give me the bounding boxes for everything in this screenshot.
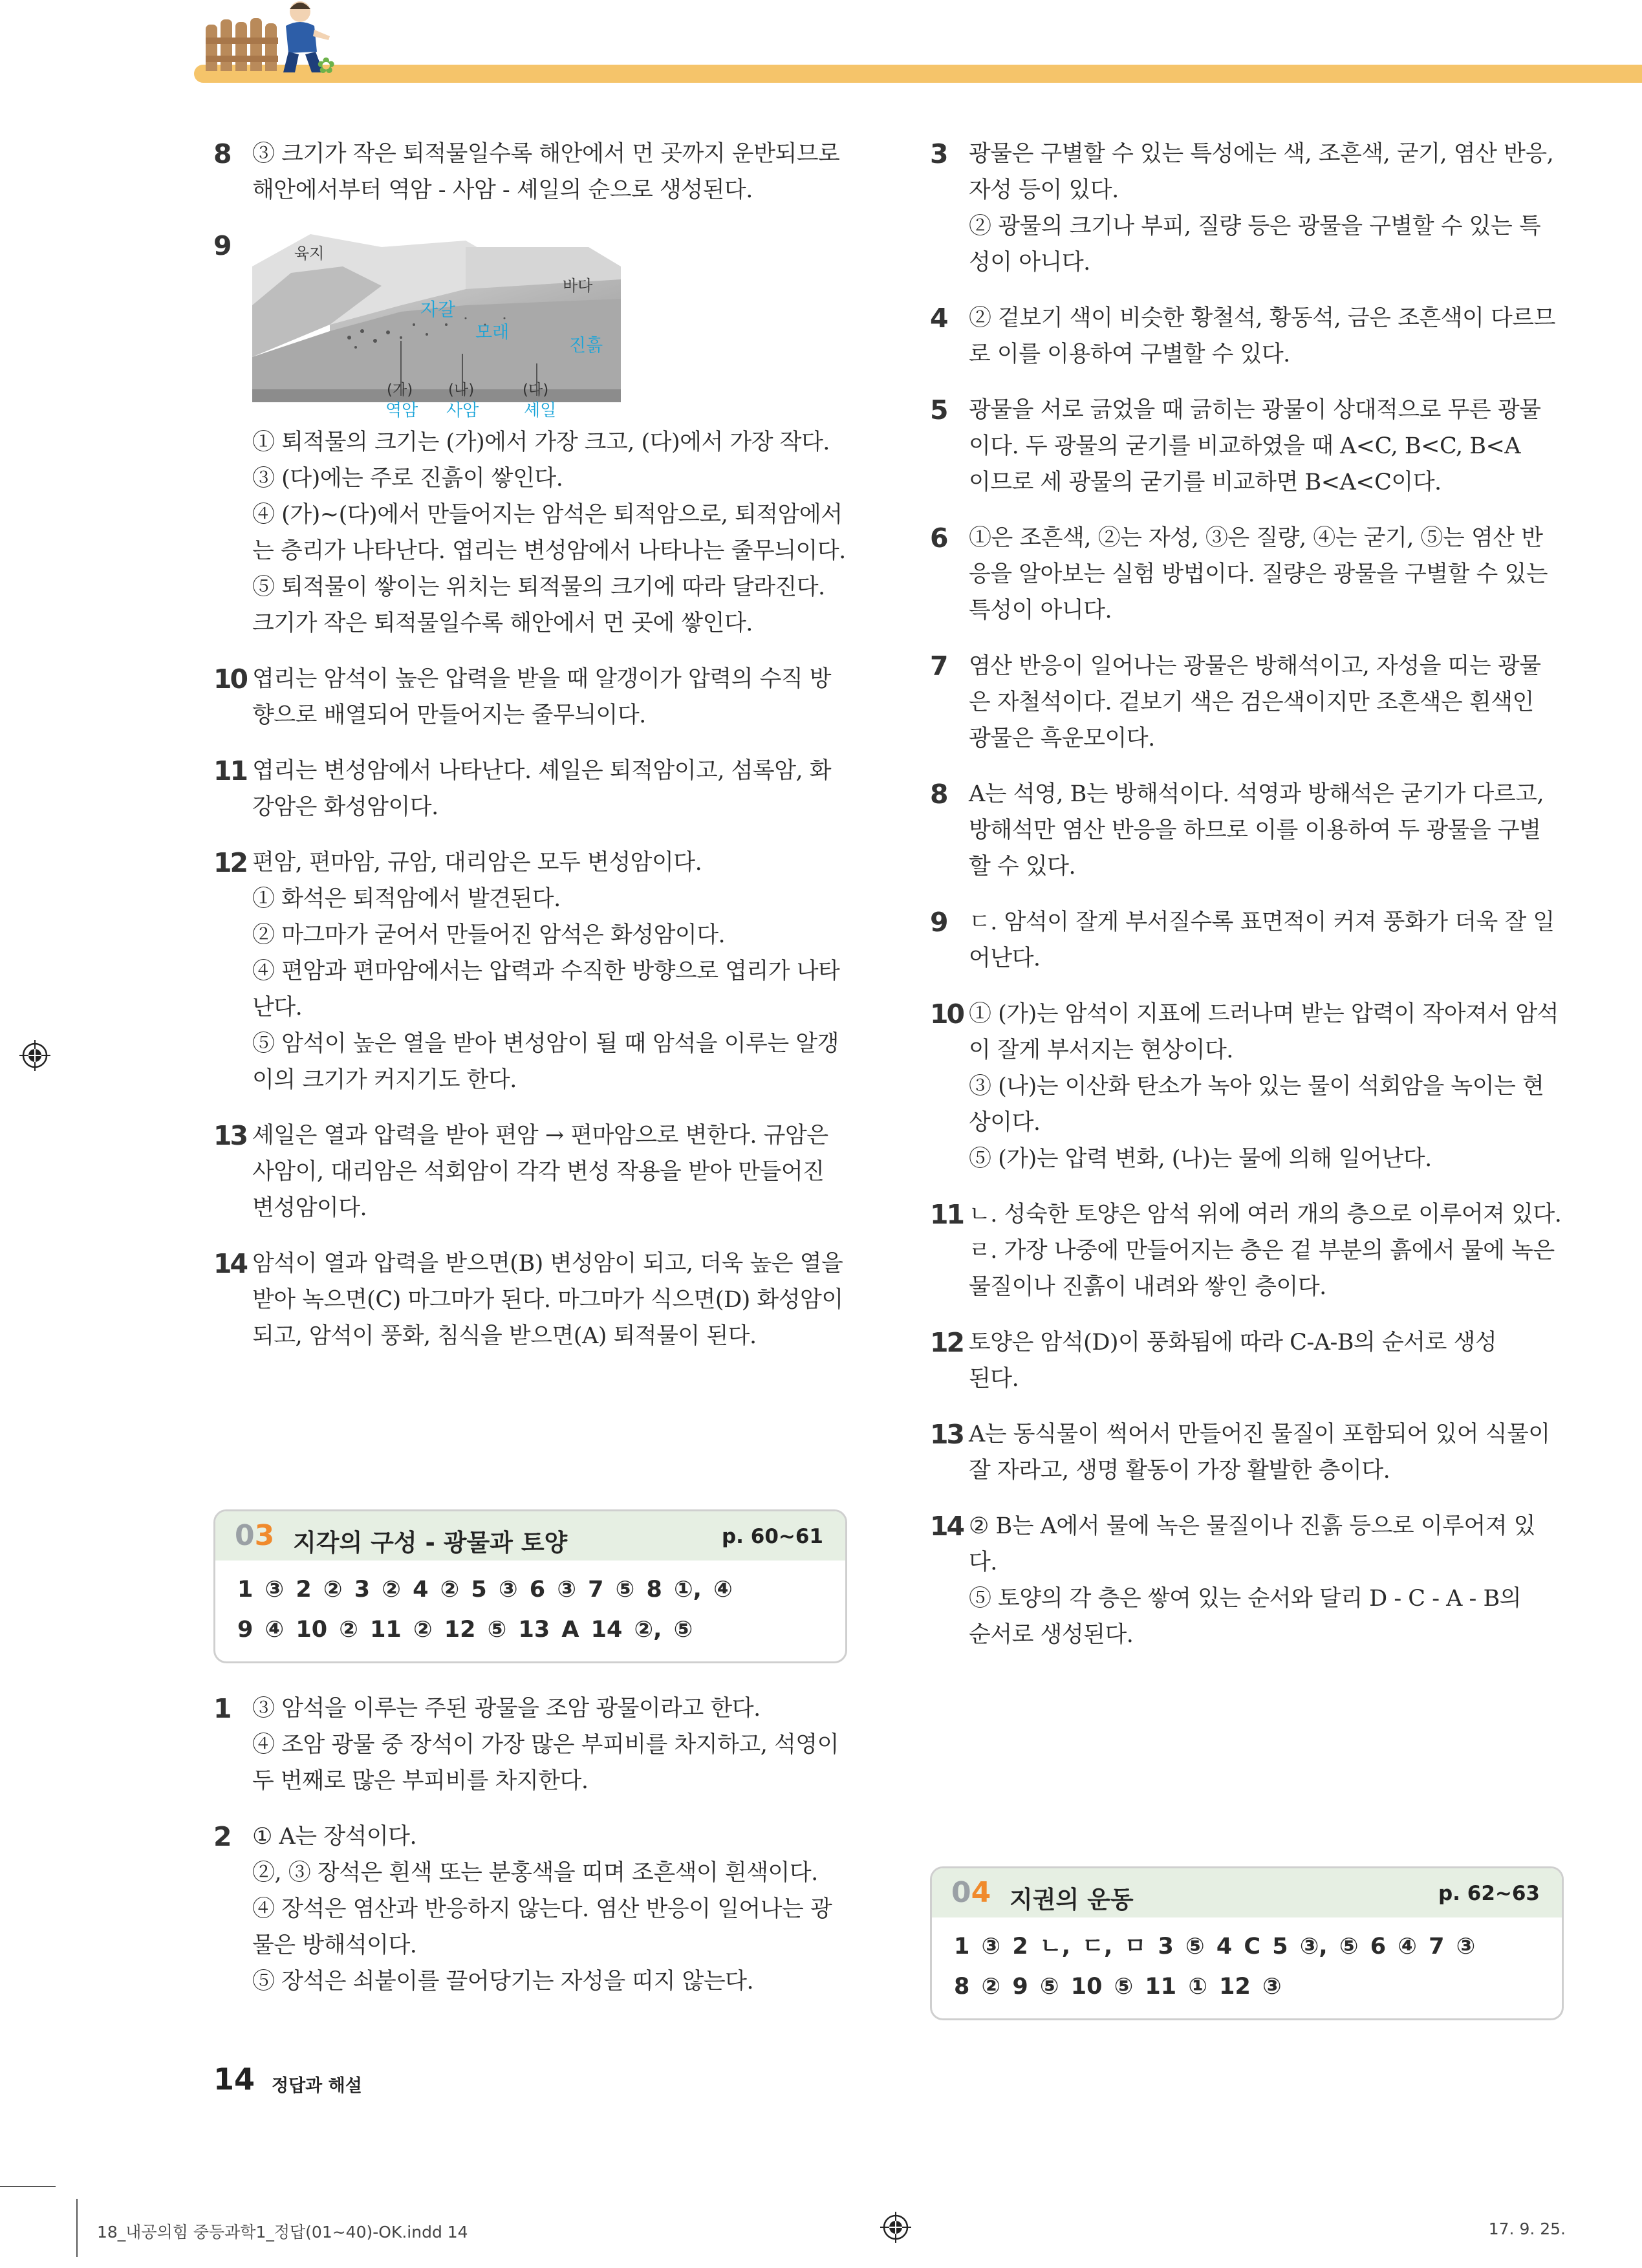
label-land: 육지: [294, 244, 325, 263]
answer-line: 잘 자라고, 생명 활동이 가장 활발한 층이다.: [969, 1458, 1390, 1484]
answer-line: ① 화석은 퇴적암에서 발견된다.: [252, 886, 561, 912]
answer-box-header: [215, 1511, 845, 1561]
answer-line: ③ (다)에는 주로 진흙이 쌓인다.: [252, 466, 563, 491]
answer-line: 향으로 배열되어 만들어지는 줄무늬이다.: [252, 702, 646, 728]
answer-7: [930, 648, 1564, 757]
answer-line: ㄹ. 가장 나중에 만들어지는 층은 겉 부분의 흙에서 물에 녹은: [969, 1238, 1555, 1264]
question-number: 9: [213, 230, 232, 261]
question-number: 12: [930, 1327, 964, 1358]
answer-line: ①은 조흔색, ②는 자성, ③은 질량, ④는 굳기, ⑤는 염산 반: [969, 525, 1543, 551]
answer-12: [213, 845, 847, 1098]
registration-mark-icon: [19, 1040, 50, 1071]
answer-line: ②, ③ 장석은 흰색 또는 분홍색을 띠며 조흔색이 흰색이다.: [252, 1860, 818, 1886]
answer-line: ① (가)는 암석이 지표에 드러나며 받는 압력이 작아져서 암석: [969, 1001, 1559, 1027]
label-mud: 진흙: [569, 336, 603, 356]
label-conglomerate: 역암: [385, 401, 418, 420]
answer-line: ② B는 A에서 물에 녹은 물질이나 진흙 등으로 이루어져 있: [969, 1513, 1536, 1539]
answer-line: 자성 등이 있다.: [969, 177, 1119, 203]
answer-line: 는 층리가 나타난다. 엽리는 변성암에서 나타나는 줄무늬이다.: [252, 538, 846, 564]
answer-line: ② 광물의 크기나 부피, 질량 등은 광물을 구별할 수 있는 특: [969, 213, 1541, 239]
answer-line: ⑤ 암석이 높은 열을 받아 변성암이 될 때 암석을 이루는 알갱: [252, 1031, 839, 1057]
answer-line: 이므로 세 광물의 굳기를 비교하면 B<A<C이다.: [969, 470, 1442, 495]
question-number: 13: [213, 1120, 247, 1151]
answer-line: 사암이, 대리암은 석회암이 각각 변성 작용을 받아 만들어진: [252, 1159, 825, 1185]
answer-line: 염산 반응이 일어나는 광물은 방해석이고, 자성을 띠는 광물: [969, 653, 1541, 679]
section-title: 지권의 운동: [1010, 1886, 1134, 1914]
answer-line: 물질이나 진흙이 내려와 쌓인 층이다.: [969, 1274, 1326, 1300]
answer-line: ③ 크기가 작은 퇴적물일수록 해안에서 먼 곳까지 운반되므로: [252, 141, 840, 167]
answer-14-minerals: [930, 1508, 1564, 1653]
answer-line: ㄴ. 성숙한 토양은 암석 위에 여러 개의 층으로 이루어져 있다.: [969, 1202, 1562, 1227]
answer-row: 1 ③ 2 ② 3 ② 4 ② 5 ③ 6 ③ 7 ⑤ 8 ①, ④: [237, 1577, 733, 1603]
section-title: 지각의 구성 - 광물과 토양: [293, 1529, 568, 1557]
answer-line: 되고, 암석이 풍화, 침식을 받으면(A) 퇴적물이 된다.: [252, 1323, 757, 1349]
answer-13-minerals: [930, 1416, 1564, 1489]
answer-line: A는 동식물이 썩어서 만들어진 물질이 포함되어 있어 식물이: [969, 1421, 1550, 1447]
print-slug-date: 17. 9. 25.: [1488, 2219, 1566, 2238]
answer-line: 받아 녹으면(C) 마그마가 된다. 마그마가 식으면(D) 화성암이: [252, 1287, 843, 1313]
answer-line: 편암, 편마암, 규암, 대리암은 모두 변성암이다.: [252, 850, 702, 876]
answer-row: 1 ③ 2 ㄴ, ㄷ, ㅁ 3 ⑤ 4 C 5 ③, ⑤ 6 ④ 7 ③: [954, 1934, 1476, 1960]
answer-line: 된다.: [969, 1366, 1019, 1392]
question-number: 4: [930, 303, 949, 334]
question-number: 8: [930, 779, 949, 810]
answer-line: 두 번째로 많은 부피비를 차지한다.: [252, 1768, 589, 1794]
label-gravel: 자갈: [420, 299, 456, 320]
footer-label: 정답과 해설: [272, 2076, 362, 2096]
answer-line: ㄷ. 암석이 잘게 부서질수록 표면적이 커져 풍화가 더욱 잘 일: [969, 909, 1555, 935]
label-c: (다): [523, 382, 549, 398]
label-shale: 셰일: [524, 401, 557, 420]
answer-line: 변성암이다.: [252, 1195, 367, 1221]
answer-14: [213, 1246, 847, 1354]
answer-line: 셰일은 열과 압력을 받아 편암 → 편마암으로 변한다. 규암은: [252, 1123, 828, 1149]
answer-line: 응을 알아보는 실험 방법이다. 질량은 광물을 구별할 수 있는: [969, 561, 1548, 587]
answer-line: 상이다.: [969, 1110, 1041, 1136]
answer-line: 할 수 있다.: [969, 854, 1076, 880]
answer-line: ⑤ (가)는 압력 변화, (나)는 물에 의해 일어난다.: [969, 1146, 1432, 1172]
print-slug-filename: 18_내공의힘 중등과학1_정답(01~40)-OK.indd 14: [97, 2223, 468, 2241]
question-number: 2: [213, 1821, 232, 1852]
answer-6: [930, 520, 1564, 629]
left-column: [213, 136, 847, 2019]
page-range: p. 62~63: [1438, 1882, 1540, 1905]
answer-line: 이다. 두 광물의 굳기를 비교하였을 때 A<C, B<C, B<A: [969, 433, 1521, 459]
answer-line: ① 퇴적물의 크기는 (가)에서 가장 크고, (다)에서 가장 작다.: [252, 429, 830, 455]
answer-line: 방해석만 염산 반응을 하므로 이를 이용하여 두 광물을 구별: [969, 817, 1541, 843]
spacer: [213, 1374, 847, 1509]
crop-mark: [0, 2186, 56, 2187]
question-number: 8: [213, 138, 232, 169]
answer-12-minerals: [930, 1324, 1564, 1397]
answer-line: 광물을 서로 긁었을 때 긁히는 광물이 상대적으로 무른 광물: [969, 397, 1541, 423]
crop-mark: [76, 2199, 78, 2257]
answer-box-header: [932, 1868, 1562, 1917]
answer-line: 이의 크기가 커지기도 한다.: [252, 1067, 517, 1093]
question-number: 10: [213, 664, 247, 695]
question-number: 9: [930, 907, 949, 938]
answer-9: [213, 228, 847, 642]
answer-10: [213, 661, 847, 733]
right-column: [930, 136, 1564, 2020]
question-number: 7: [930, 651, 949, 682]
answer-1: [213, 1690, 847, 1799]
page-number: 14: [213, 2062, 255, 2097]
answer-line: ⑤ 장석은 쇠붙이를 끌어당기는 자성을 띠지 않는다.: [252, 1969, 754, 1994]
answer-line: 성이 아니다.: [969, 250, 1090, 275]
answer-10-minerals: [930, 996, 1564, 1177]
question-number: 14: [213, 1248, 247, 1279]
answer-line: 암석이 열과 압력을 받으면(B) 변성암이 되고, 더욱 높은 열을: [252, 1251, 843, 1277]
answer-3: [930, 136, 1564, 281]
answer-row: 9 ④ 10 ② 11 ② 12 ⑤ 13 A 14 ②, ⑤: [237, 1617, 693, 1643]
answer-box-03: [213, 1509, 847, 1663]
answer-line: ⑤ 퇴적물이 쌓이는 위치는 퇴적물의 크기에 따라 달라진다.: [252, 574, 825, 600]
answer-box-04: [930, 1866, 1564, 2020]
answer-line: 난다.: [252, 995, 303, 1021]
question-number: 13: [930, 1419, 964, 1450]
answer-line: ② 마그마가 굳어서 만들어진 암석은 화성암이다.: [252, 922, 726, 948]
answer-8-minerals: [930, 776, 1564, 885]
label-sandstone: 사암: [446, 401, 479, 420]
question-number: 11: [930, 1199, 964, 1230]
section-number: 03: [235, 1519, 275, 1552]
answer-line: 순서로 생성된다.: [969, 1622, 1134, 1648]
answer-line: 엽리는 암석이 높은 압력을 받을 때 알갱이가 압력의 수직 방: [252, 666, 832, 692]
answer-line: A는 석영, B는 방해석이다. 석영과 방해석은 굳기가 다르고,: [969, 781, 1544, 807]
sediment-figure: [252, 228, 621, 422]
answer-11-minerals: [930, 1196, 1564, 1305]
answer-line: 광물은 흑운모이다.: [969, 726, 1155, 751]
answer-line: 광물은 구별할 수 있는 특성에는 색, 조흔색, 굳기, 염산 반응,: [969, 141, 1554, 167]
answer-line: 이 잘게 부서지는 현상이다.: [969, 1037, 1233, 1063]
question-number: 11: [213, 755, 247, 786]
section-number: 04: [951, 1876, 991, 1909]
answer-line: ④ 조암 광물 중 장석이 가장 많은 부피비를 차지하고, 석영이: [252, 1732, 839, 1758]
answer-line: ④ 편암과 편마암에서는 압력과 수직한 방향으로 엽리가 나타: [252, 958, 840, 984]
registration-mark-icon: [880, 2212, 911, 2243]
answer-4: [930, 300, 1564, 373]
answer-row: 8 ② 9 ⑤ 10 ⑤ 11 ① 12 ③: [954, 1974, 1282, 2000]
answer-line: 특성이 아니다.: [969, 598, 1112, 623]
answer-line: ① A는 장석이다.: [252, 1824, 417, 1850]
answer-line: 엽리는 변성암에서 나타난다. 셰일은 퇴적암이고, 섬록암, 화: [252, 758, 832, 784]
answer-9-minerals: [930, 904, 1564, 977]
sprout-icon: ✿: [317, 53, 336, 79]
label-sea: 바다: [563, 277, 593, 295]
label-a: (가): [387, 382, 413, 398]
header-accent-bar: [194, 65, 1642, 83]
answer-line: 강암은 화성암이다.: [252, 794, 438, 820]
spacer: [930, 1672, 1564, 1866]
question-number: 6: [930, 523, 949, 554]
answer-line: ⑤ 토양의 각 층은 쌓여 있는 순서와 달리 D - C - A - B의: [969, 1586, 1522, 1612]
label-b: (나): [448, 382, 475, 398]
answer-line: 은 자철석이다. 겉보기 색은 검은색이지만 조흔색은 흰색인: [969, 689, 1534, 715]
answer-line: ② 겉보기 색이 비슷한 황철석, 황동석, 금은 조흔색이 다르므: [969, 305, 1555, 331]
answer-box-body: [215, 1561, 845, 1661]
answer-line: 물은 방해석이다.: [252, 1932, 417, 1958]
answer-2: [213, 1819, 847, 2000]
question-number: 3: [930, 138, 949, 169]
label-sand: 모래: [475, 323, 510, 343]
answer-line: ④ (가)~(다)에서 만들어지는 암석은 퇴적암으로, 퇴적암에서: [252, 502, 843, 528]
answer-line: ④ 장석은 염산과 반응하지 않는다. 염산 반응이 일어나는 광: [252, 1896, 832, 1922]
question-number: 1: [213, 1693, 232, 1724]
answer-line: ③ 암석을 이루는 주된 광물을 조암 광물이라고 한다.: [252, 1696, 761, 1722]
answer-8: [213, 136, 847, 208]
answer-box-body: [932, 1917, 1562, 2018]
answer-11: [213, 753, 847, 825]
question-number: 14: [930, 1511, 964, 1542]
answer-line: 크기가 작은 퇴적물일수록 해안에서 먼 곳에 쌓인다.: [252, 610, 753, 636]
question-number: 10: [930, 999, 964, 1030]
answer-line: ③ (나)는 이산화 탄소가 녹아 있는 물이 석회암을 녹이는 현: [969, 1074, 1544, 1099]
answer-line: 토양은 암석(D)이 풍화됨에 따라 C-A-B의 순서로 생성: [969, 1330, 1497, 1355]
question-number: 5: [930, 394, 949, 426]
answer-line: 어난다.: [969, 945, 1041, 971]
answer-line: 해안에서부터 역암 - 사암 - 셰일의 순으로 생성된다.: [252, 177, 753, 203]
page-range: p. 60~61: [721, 1525, 823, 1548]
answer-13: [213, 1118, 847, 1226]
answer-5: [930, 392, 1564, 501]
question-number: 12: [213, 847, 247, 878]
answer-line: 다.: [969, 1550, 997, 1575]
answer-line: 로 이를 이용하여 구별할 수 있다.: [969, 341, 1290, 367]
